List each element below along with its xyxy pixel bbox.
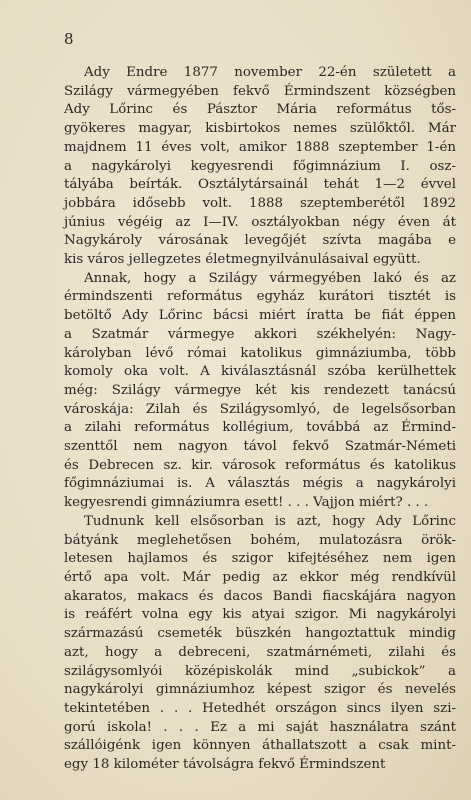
text-line: még: Szilágy vármegye két kis rendezett tanácsú [64,382,456,398]
text-line: tályába beírták. Osztálytársainál tehát 1—2 évvel [64,177,456,193]
text-line: a Szatmár vármegye akkori székhelyén: Nagy- [64,326,456,342]
text-line: kegyesrendi gimnáziumra esett! . . . Vajjon miért? . . . [64,495,429,511]
text-line: Nagykároly városának levegőjét szívta magába e [64,233,456,249]
text-line: főgimnáziumai is. A választás mégis a nagykárolyi [64,476,456,492]
paragraph [64,270,456,513]
text-line: a nagykárolyi kegyesrendi főgimnázium I. osz- [64,158,456,174]
text-line: Szilágy vármegyében fekvő Érmindszent községben [64,83,456,99]
text-line: kis város jellegzetes életmegnyilvánulásaival együtt. [64,252,421,268]
text-line: károlyban lévő római katolikus gimnáziumba, több [64,345,456,361]
body-text [64,64,456,775]
text-line: tekintetében . . . Hetedhét országon sincs ilyen szi- [64,700,456,716]
text-line: szállóigénk igen könnyen áthallatszott a csak mint- [64,738,456,754]
paragraph [64,513,456,775]
text-line: értő apa volt. Már pedig az ekkor még rendkívül [64,569,456,585]
text-line: nagykárolyi gimnáziumhoz képest szigor és nevelés [64,682,456,698]
text-line: gyökeres magyar, kisbirtokos nemes szülőktől. Már [64,121,456,137]
text-line: Ady Endre 1877 november 22-én született a [84,65,456,80]
text-line: Annak, hogy a Szilágy vármegyében lakó és az [84,270,456,286]
text-line: származású csemeték büszkén hangoztattuk mindig [64,626,456,642]
page-number: 8 [64,30,74,48]
text-line: Ady Lőrinc és Pásztor Mária református tős- [64,102,456,118]
text-line: bátyánk meglehetősen bohém, mulatozásra örök- [64,532,456,548]
text-line: és Debrecen sz. kir. városok református és katolikus [64,457,456,473]
text-line: egy 18 kilométer távolságra fekvő Érmindszent [64,757,386,773]
paragraph [64,64,456,270]
text-line: jobbára idősebb volt. 1888 szeptemberétől 1892 [64,195,456,211]
text-line: is reáfért volna egy kis atyai szigor. Mi nagykárolyi [64,607,456,623]
text-line: gorú iskola! . . . Ez a mi saját használatra szánt [64,719,456,735]
text-line: majdnem 11 éves volt, amikor 1888 szeptember 1-én [64,139,456,155]
text-line: betöltő Ady Lőrinc bácsi miért íratta be fiát éppen [64,308,456,324]
text-line: szilágysomlyói középiskolák mind „subickok” a [64,663,456,679]
text-line: komoly oka volt. A kiválasztásnál szóba kerülhettek [64,364,456,380]
text-line: Tudnunk kell elsősorban is azt, hogy Ady Lőrinc [84,513,456,529]
text-line: letesen hajlamos és szigor kifejtéséhez nem igen [64,551,456,567]
text-line: városkája: Zilah és Szilágysomlyó, de legelsősorban [64,401,456,417]
text-line: azt, hogy a debreceni, szatmárnémeti, zilahi és [64,644,456,660]
text-line: érmindszenti református egyház kurátori tisztét is [64,289,456,305]
text-line: június végéig az I—IV. osztályokban négy éven át [64,214,456,230]
text-line: akaratos, makacs és dacos Bandi fiacskájára nagyon [64,588,456,604]
text-line: a zilahi református kollégium, továbbá az Érmind- [64,420,456,436]
text-line: szenttől nem nagyon távol fekvő Szatmár-Németi [64,439,456,455]
